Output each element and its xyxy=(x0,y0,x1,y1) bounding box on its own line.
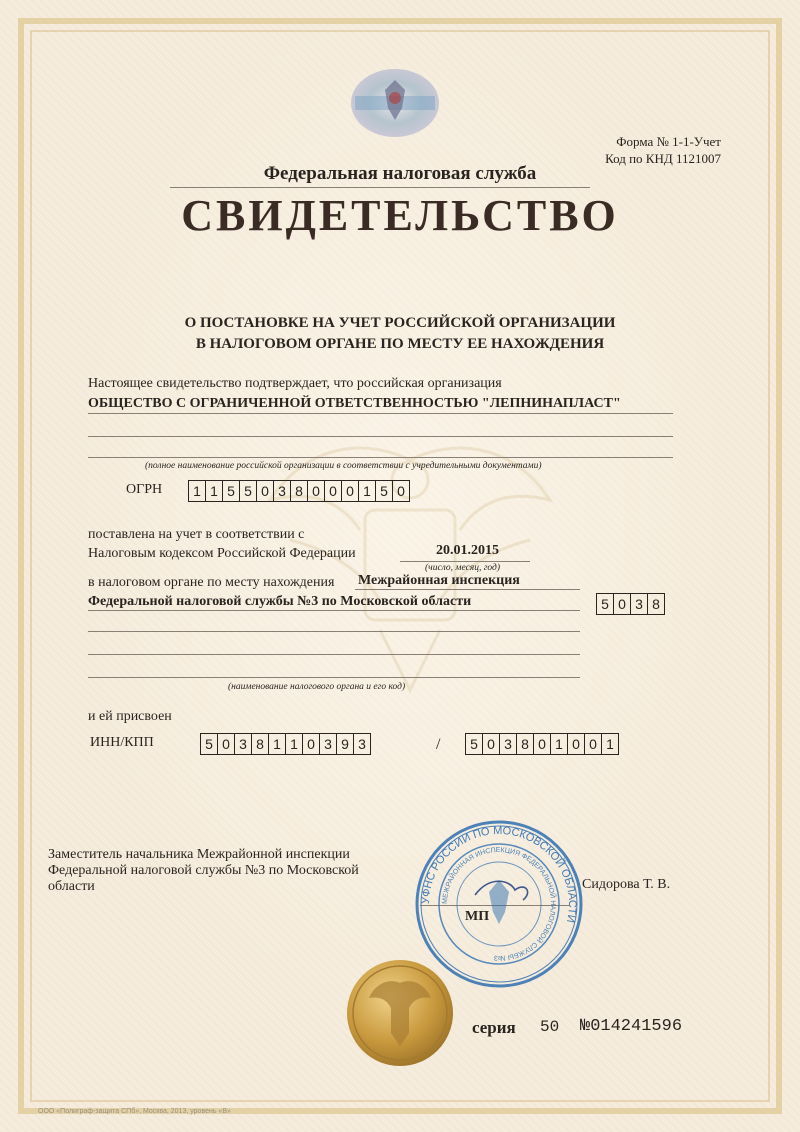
digit-cell: 5 xyxy=(240,481,257,501)
subtitle-line-1: О ПОСТАНОВКЕ НА УЧЕТ РОССИЙСКОЙ ОРГАНИЗАЦИИ xyxy=(184,315,616,331)
registration-line-2: Налоговым кодексом Российской Федерации xyxy=(88,546,356,561)
digit-cell: 3 xyxy=(274,481,291,501)
signatory-position-line-1: Заместитель начальника Межрайонной инспекции xyxy=(48,847,350,862)
field-line xyxy=(88,631,580,632)
digit-cell: 1 xyxy=(206,481,223,501)
form-number-line: Форма № 1-1-Учет xyxy=(616,134,721,149)
digit-cell: 0 xyxy=(308,481,325,501)
digit-cell: 0 xyxy=(303,734,320,754)
digit-cell: 8 xyxy=(517,734,534,754)
serial-series: 50 xyxy=(540,1018,560,1036)
digit-cell: 0 xyxy=(325,481,342,501)
digit-cell: 3 xyxy=(500,734,517,754)
field-line xyxy=(88,457,673,458)
field-line xyxy=(88,413,673,414)
digit-cell: 3 xyxy=(320,734,337,754)
date-caption: (число, месяц, год) xyxy=(425,563,501,573)
registration-line-1: поставлена на учет в соответствии с xyxy=(88,527,305,542)
digit-cell: 3 xyxy=(631,594,648,614)
kpp-cells xyxy=(465,733,619,755)
organization-name: ОБЩЕСТВО С ОГРАНИЧЕННОЙ ОТВЕТСТВЕННОСТЬЮ "ЛЕПНИНАПЛАСТ" xyxy=(88,396,621,411)
digit-cell: 0 xyxy=(568,734,585,754)
authority-code-cells xyxy=(596,593,665,615)
digit-cell: 0 xyxy=(585,734,602,754)
agency-name: Федеральная налоговая служба xyxy=(263,163,537,184)
ogrn-cells xyxy=(188,480,410,502)
signatory-position xyxy=(48,847,359,895)
form-number xyxy=(605,133,721,167)
digit-cell: 9 xyxy=(337,734,354,754)
digit-cell: 0 xyxy=(218,734,235,754)
digit-cell: 8 xyxy=(648,594,665,614)
field-line xyxy=(355,589,580,590)
digit-cell: 1 xyxy=(551,734,568,754)
document-subtitle xyxy=(0,313,800,355)
serial-number: №014241596 xyxy=(580,1017,683,1036)
field-line xyxy=(88,436,673,437)
authority-name-part-1: Межрайонная инспекция xyxy=(358,573,520,588)
digit-cell: 0 xyxy=(534,734,551,754)
registration-line-3: в налоговом органе по месту нахождения xyxy=(88,575,335,590)
digit-cell: 5 xyxy=(376,481,393,501)
field-line xyxy=(88,654,580,655)
digit-cell: 1 xyxy=(602,734,619,754)
field-line xyxy=(88,677,580,678)
digit-cell: 1 xyxy=(269,734,286,754)
knd-code-line: Код по КНД 1121007 xyxy=(605,151,721,166)
digit-cell: 1 xyxy=(286,734,303,754)
organization-intro: Настоящее свидетельство подтверждает, что российская организация xyxy=(88,376,502,391)
authority-caption: (наименование налогового органа и его код) xyxy=(228,682,406,692)
mp-mark: МП xyxy=(465,909,490,924)
inn-kpp-separator: / xyxy=(436,736,441,753)
stamp-inner-text: МЕЖРАЙОННАЯ ИНСПЕКЦИЯ ФЕДЕРАЛЬНОЙ НАЛОГОВОЙ СЛУЖБЫ №3 xyxy=(441,846,557,962)
inn-cells xyxy=(200,733,371,755)
digit-cell: 1 xyxy=(359,481,376,501)
digit-cell: 5 xyxy=(201,734,218,754)
inn-kpp-label: ИНН/КПП xyxy=(90,735,154,750)
digit-cell: 0 xyxy=(257,481,274,501)
field-line xyxy=(400,561,530,562)
serial-label: серия xyxy=(472,1018,516,1037)
digit-cell: 0 xyxy=(342,481,359,501)
assigned-label: и ей присвоен xyxy=(88,709,172,724)
digit-cell: 8 xyxy=(252,734,269,754)
hologram-emblem-icon xyxy=(350,68,440,138)
digit-cell: 5 xyxy=(223,481,240,501)
digit-cell: 3 xyxy=(235,734,252,754)
signatory-position-line-2: Федеральной налоговой службы №3 по Московской xyxy=(48,863,359,878)
document-title: СВИДЕТЕЛЬСТВО xyxy=(181,191,619,240)
printer-imprint: ООО «Полиграф-защита СПб», Москва, 2013, уровень «В» xyxy=(38,1108,231,1115)
digit-cell: 8 xyxy=(291,481,308,501)
organization-caption: (полное наименование российской организации в соответствии с учредительными документами) xyxy=(145,461,542,471)
authority-name-part-2: Федеральной налоговой службы №3 по Московской области xyxy=(88,594,472,609)
gold-seal-icon xyxy=(345,958,455,1068)
registration-date: 20.01.2015 xyxy=(436,543,499,558)
stamp-outer-text: УФНС РОССИИ ПО МОСКОВСКОЙ ОБЛАСТИ xyxy=(419,824,579,924)
digit-cell: 5 xyxy=(597,594,614,614)
field-line xyxy=(88,610,580,611)
digit-cell: 1 xyxy=(189,481,206,501)
digit-cell: 0 xyxy=(483,734,500,754)
subtitle-line-2: В НАЛОГОВОМ ОРГАНЕ ПО МЕСТУ ЕЕ НАХОЖДЕНИЯ xyxy=(195,336,605,352)
divider xyxy=(170,187,590,188)
digit-cell: 5 xyxy=(466,734,483,754)
digit-cell: 3 xyxy=(354,734,371,754)
signatory-name: Сидорова Т. В. xyxy=(582,877,671,892)
signatory-position-line-3: области xyxy=(48,879,95,894)
digit-cell: 0 xyxy=(393,481,410,501)
digit-cell: 0 xyxy=(614,594,631,614)
ogrn-label: ОГРН xyxy=(126,482,163,497)
